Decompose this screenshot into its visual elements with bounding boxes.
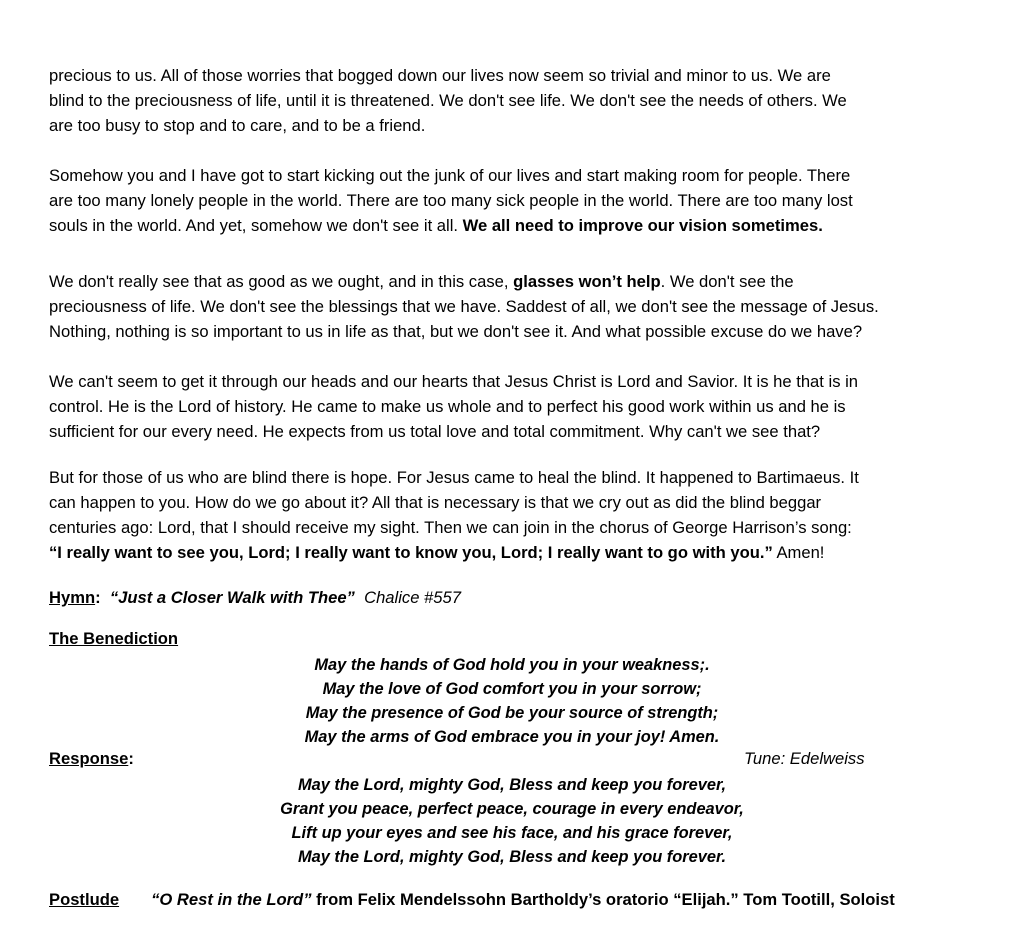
paragraph-line: are too many lonely people in the world. There are too many sick people in the world. There are too many lost (49, 191, 853, 210)
paragraph-4 (49, 369, 979, 444)
response-line: Lift up your eyes and see his face, and his grace forever, (291, 824, 733, 842)
response-line: May the Lord, mighty God, Bless and keep you forever. (297, 848, 727, 866)
paragraph-text: . We don't see the (660, 272, 794, 291)
paragraph-line: are too busy to stop and to care, and to be a friend. (49, 116, 426, 135)
hymn-colon: : (95, 588, 101, 607)
paragraph-1 (49, 63, 979, 138)
postlude-label: Postlude (49, 890, 120, 909)
response-text (0, 773, 1024, 869)
benediction-line: May the love of God comfort you in your sorrow; (322, 680, 702, 698)
response-line: May the Lord, mighty God, Bless and keep you forever, (297, 776, 727, 794)
benediction-text (0, 653, 1024, 749)
paragraph-line: can happen to you. How do we go about it? All that is necessary is that we cry out as did the blind beggar (49, 493, 822, 512)
amen-text: Amen! (772, 543, 825, 562)
benediction-line: May the arms of God embrace you in your joy! Amen. (304, 728, 720, 746)
hymn-number: Chalice #557 (364, 588, 461, 607)
benediction-line: May the presence of God be your source of strength; (305, 704, 719, 722)
paragraph-line: control. He is the Lord of history. He came to make us whole and to perfect his good work within us and he is (49, 397, 846, 416)
paragraph-3 (49, 269, 979, 344)
paragraph-line: centuries ago: Lord, that I should receive my sight. Then we can join in the chorus of George Harrison’s song: (49, 518, 852, 537)
benediction-line: May the hands of God hold you in your weakness;. (314, 656, 710, 674)
response-colon: : (128, 749, 134, 768)
postlude-details: from Felix Mendelssohn Bartholdy’s oratorio “Elijah.” Tom Tootill, Soloist (311, 890, 895, 909)
hymn-label: Hymn (49, 588, 96, 607)
paragraph-line: blind to the preciousness of life, until it is threatened. We don't see life. We don't see the needs of others. We (49, 91, 847, 110)
paragraph-line: sufficient for our every need. He expects from us total love and total commitment. Why can't we see that? (49, 422, 821, 441)
song-quote: “I really want to see you, Lord; I really want to know you, Lord; I really want to go with you.” (49, 543, 773, 562)
paragraph-2 (49, 163, 979, 238)
hymn-line (49, 587, 461, 609)
benediction-heading: The Benediction (49, 629, 179, 648)
emphasis-text: glasses won’t help (513, 272, 661, 291)
emphasis-text: We all need to improve our vision sometimes. (462, 216, 823, 235)
paragraph-line: But for those of us who are blind there is hope. For Jesus came to heal the blind. It happened to Bartimaeus. It (49, 468, 859, 487)
paragraph-line: preciousness of life. We don't see the blessings that we have. Saddest of all, we don't see the message of Jesus. (49, 297, 879, 316)
paragraph-line: precious to us. All of those worries that bogged down our lives now seem so trivial and minor to us. We are (49, 66, 831, 85)
postlude-line (49, 890, 895, 910)
response-label-line (49, 749, 134, 769)
hymn-title: “Just a Closer Walk with Thee” (109, 588, 355, 607)
tune-label: Tune: Edelweiss (744, 749, 865, 768)
paragraph-line: We can't seem to get it through our heads and our hearts that Jesus Christ is Lord and Savior. It is he that is in (49, 372, 859, 391)
paragraph-5 (49, 465, 979, 565)
paragraph-text: We don't really see that as good as we ought, and in this case, (49, 272, 514, 291)
paragraph-line: Nothing, nothing is so important to us in life as that, but we don't see it. And what possible excuse do we have? (49, 322, 863, 341)
paragraph-line: Somehow you and I have got to start kicking out the junk of our lives and start making room for people. There (49, 166, 851, 185)
postlude-title: “O Rest in the Lord” (151, 890, 312, 909)
paragraph-line (49, 269, 979, 294)
paragraph-line (49, 213, 979, 238)
response-label: Response (49, 749, 129, 768)
paragraph-text: souls in the world. And yet, somehow we don't see it all. (49, 216, 463, 235)
response-line: Grant you peace, perfect peace, courage in every endeavor, (280, 800, 744, 818)
paragraph-line (49, 540, 979, 565)
